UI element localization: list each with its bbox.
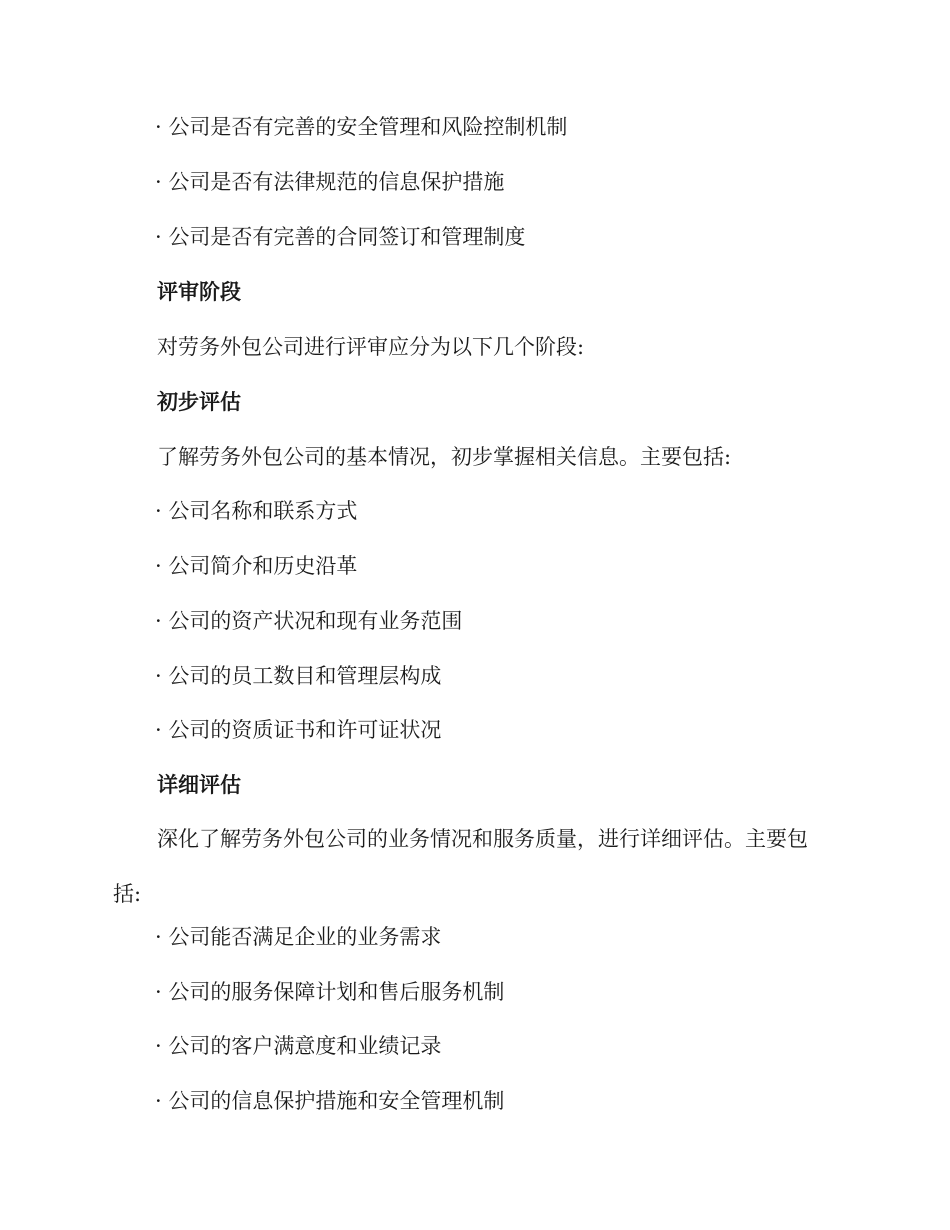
bullet-item: · 公司的服务保障计划和售后服务机制 — [155, 980, 505, 1004]
bullet-item: · 公司的员工数目和管理层构成 — [155, 664, 442, 688]
paragraph-detailed: 深化了解劳务外包公司的业务情况和服务质量，进行详细评估。主要包括: — [113, 827, 808, 906]
bullet-item: · 公司的信息保护措施和安全管理机制 — [155, 1089, 505, 1113]
bullet-item: · 公司是否有法律规范的信息保护措施 — [155, 170, 505, 194]
bullet-item: · 公司的客户满意度和业绩记录 — [155, 1034, 442, 1058]
bullet-item: · 公司的资质证书和许可证状况 — [155, 718, 442, 742]
paragraph-initial: 了解劳务外包公司的基本情况，初步掌握相关信息。主要包括: — [157, 445, 732, 469]
section-heading-initial: 初步评估 — [157, 389, 241, 414]
bullet-item: · 公司名称和联系方式 — [155, 499, 358, 523]
paragraph-review: 对劳务外包公司进行评审应分为以下几个阶段: — [157, 335, 585, 359]
section-heading-review: 评审阶段 — [157, 279, 241, 304]
section-heading-detailed: 详细评估 — [157, 772, 241, 797]
bullet-item: · 公司是否有完善的安全管理和风险控制机制 — [155, 115, 568, 139]
bullet-item: · 公司是否有完善的合同签订和管理制度 — [155, 225, 526, 249]
bullet-item: · 公司简介和历史沿革 — [155, 554, 358, 578]
bullet-item: · 公司能否满足企业的业务需求 — [155, 925, 442, 949]
bullet-item: · 公司的资产状况和现有业务范围 — [155, 609, 463, 633]
